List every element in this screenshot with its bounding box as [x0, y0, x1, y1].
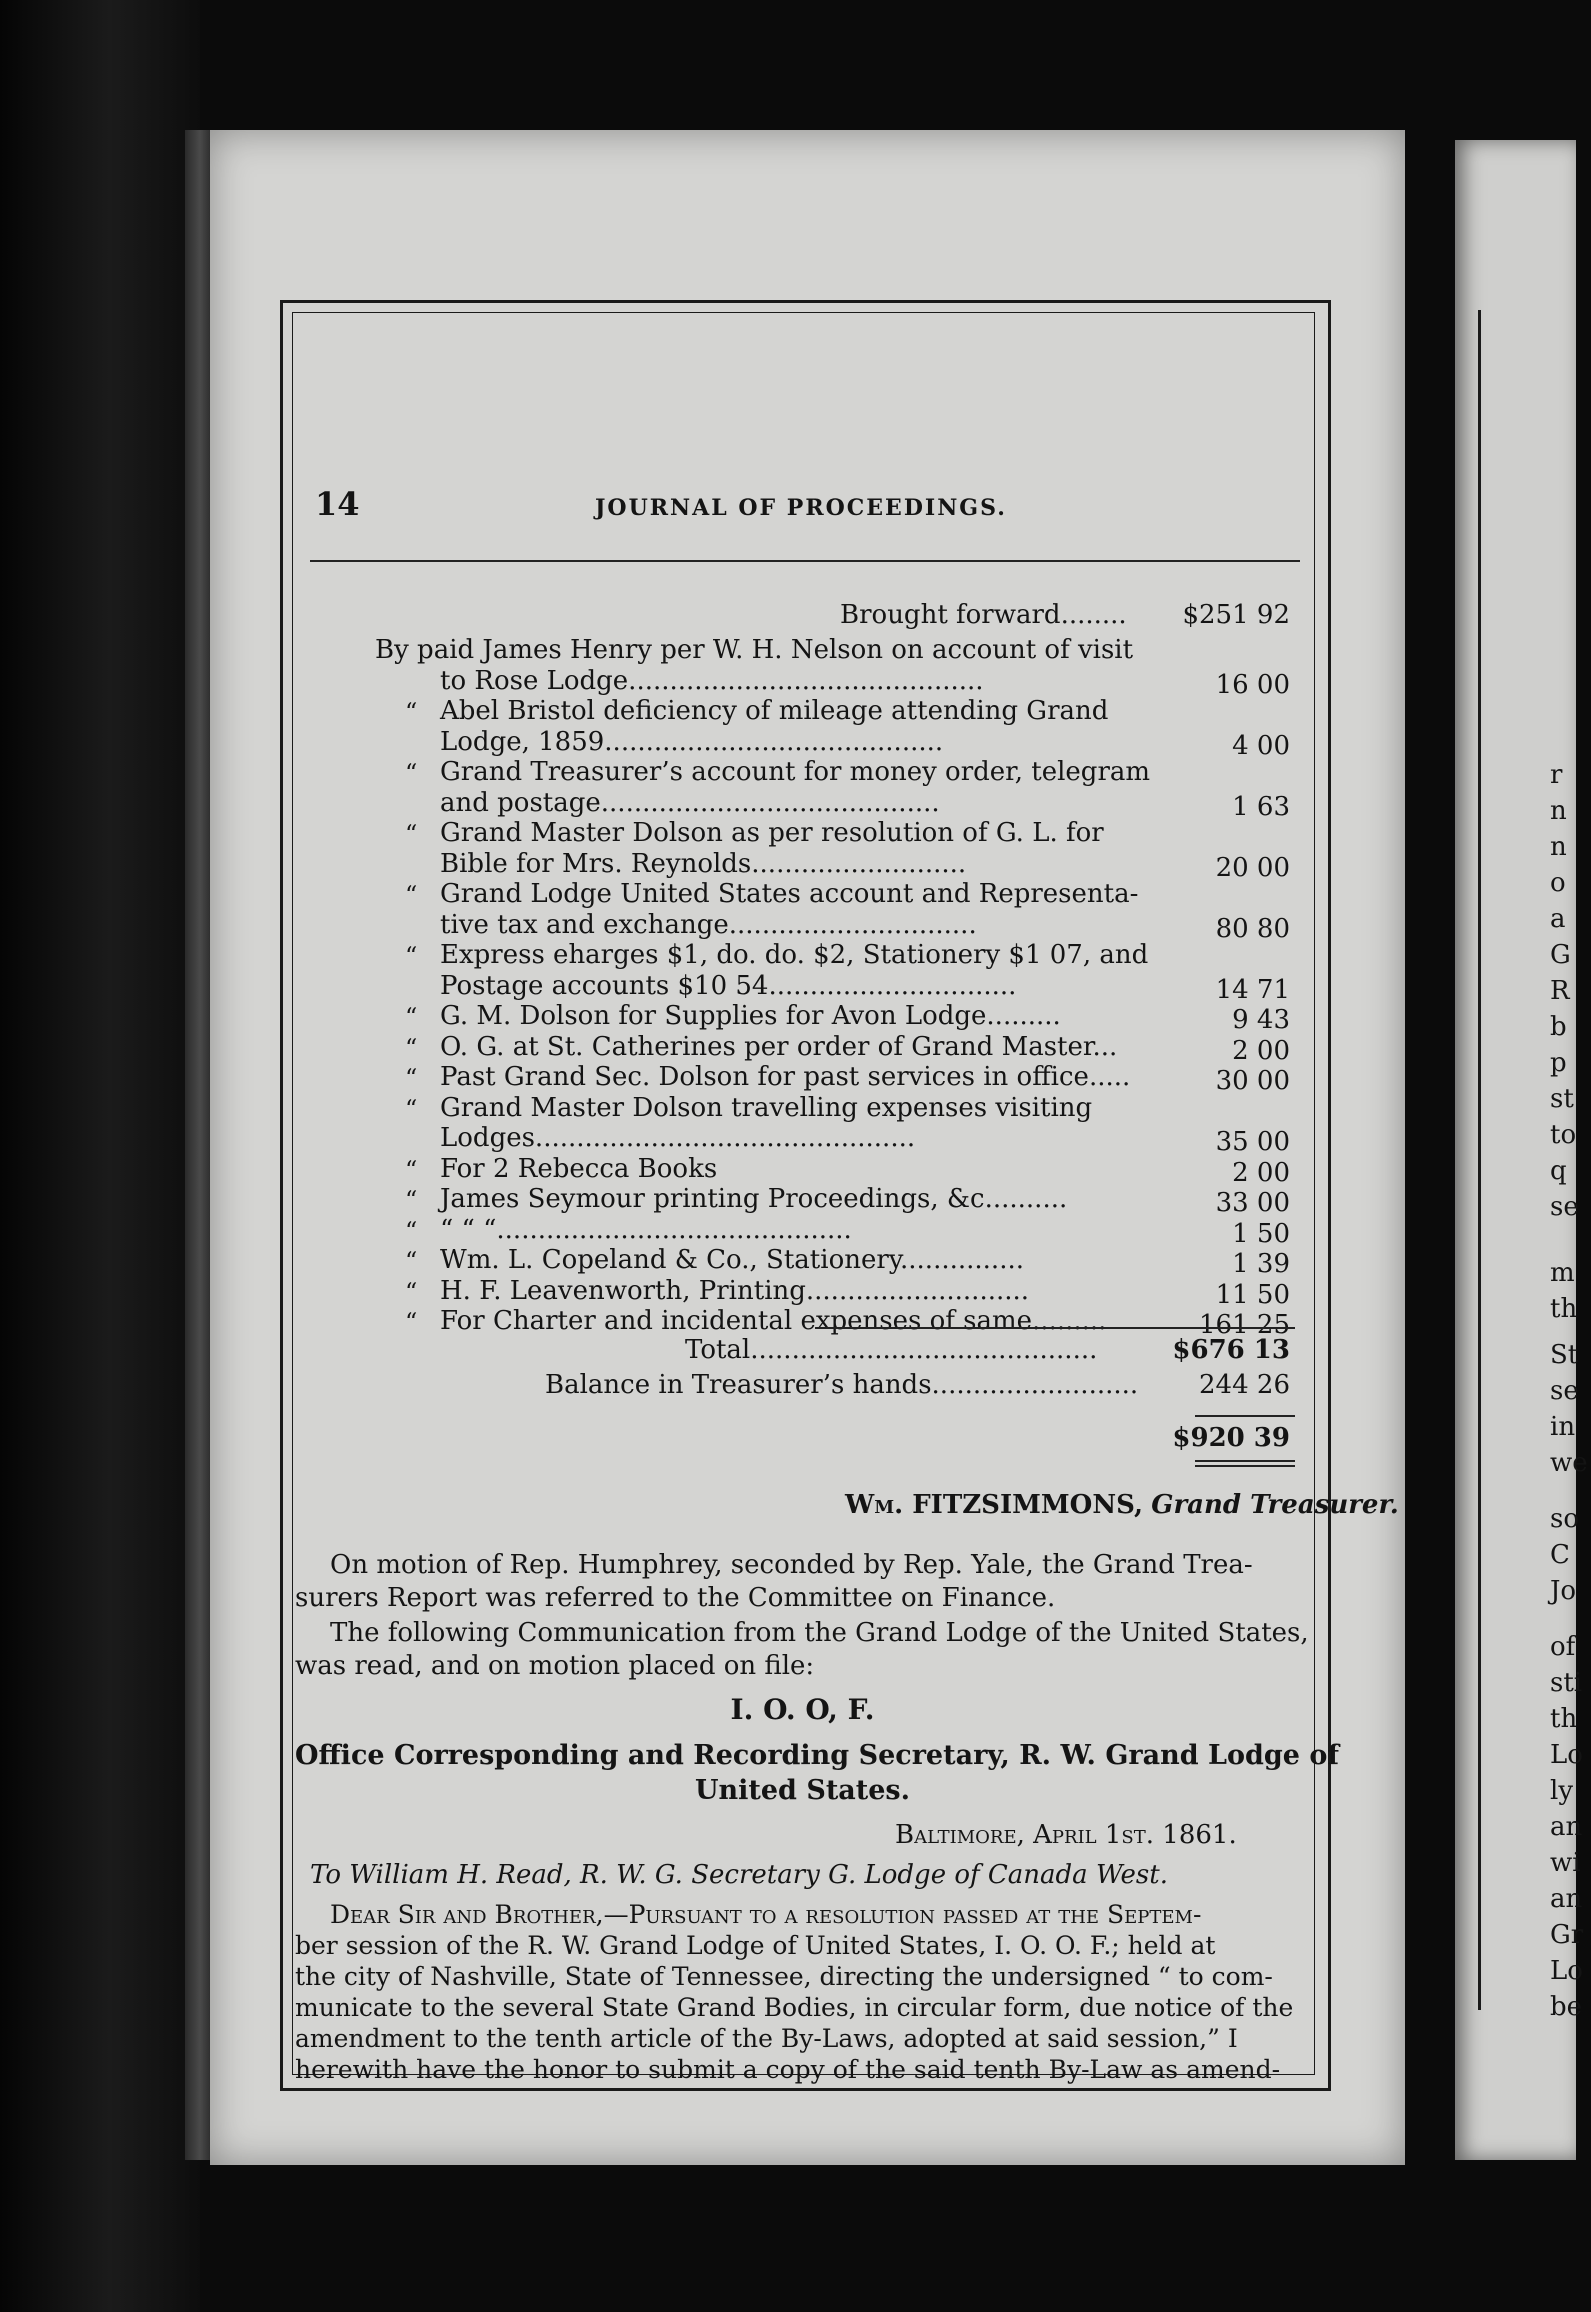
total-amount: $676 13 — [1172, 1335, 1290, 1365]
ledger-line: Lodge, 1859......................................... — [440, 726, 944, 757]
facing-page-fragment: n — [1550, 796, 1567, 826]
facing-page-fragment: sti — [1550, 1668, 1583, 1698]
facing-page-fragment: th — [1550, 1704, 1578, 1734]
facing-page-fragment: se — [1550, 1192, 1579, 1222]
ditto-mark: “ — [405, 1186, 418, 1214]
ditto-mark: “ — [405, 1277, 418, 1306]
ledger-line: By paid James Henry per W. H. Nelson on account of visit — [375, 635, 1134, 665]
balance-label: Balance in Treasurer’s hands......................... — [545, 1370, 1139, 1400]
ledger-line: Grand Master Dolson travelling expenses visiting — [440, 1092, 1093, 1123]
facing-page-fragment: of — [1550, 1632, 1576, 1662]
facing-page-fragment: we — [1550, 1448, 1588, 1478]
ledger-amount: 80 80 — [1215, 913, 1290, 944]
ditto-mark: “ — [405, 1033, 418, 1062]
facing-page-fragment: Jo — [1550, 1576, 1577, 1606]
ledger-amount: 14 71 — [1215, 974, 1290, 1005]
ledger-line: Wm. L. Copeland & Co., Stationery............... — [440, 1245, 1024, 1275]
ledger-line: and postage......................................... — [440, 787, 940, 818]
grand-total: $920 39 — [1172, 1423, 1290, 1453]
ditto-mark: “ — [405, 820, 418, 848]
ledger-amount: 35 00 — [1215, 1127, 1290, 1157]
facing-page-fragment: be — [1550, 1992, 1583, 2022]
office-heading-line-1: Office Corresponding and Recording Secretary, R. W. Grand Lodge of — [295, 1740, 1339, 1771]
ditto-mark: “ — [405, 1094, 418, 1123]
total-label: Total.......................................... — [685, 1335, 1098, 1365]
page-number: 14 — [315, 485, 360, 523]
communication-line-1: The following Communication from the Grand Lodge of the United States, — [330, 1618, 1309, 1648]
ledger-line: Grand Lodge United States account and Representa- — [440, 879, 1139, 909]
facing-page-fragment: th — [1550, 1294, 1578, 1324]
facing-page-fragment: G — [1550, 940, 1571, 970]
signature-title: Grand Treasurer. — [1151, 1490, 1399, 1520]
ledger-line: Bible for Mrs. Reynolds.......................... — [440, 848, 967, 879]
facing-page-fragment: wi — [1550, 1848, 1581, 1878]
ledger-amount: 2 00 — [1232, 1035, 1290, 1066]
ledger-line: Abel Bristol deficiency of mileage attending Grand — [440, 696, 1109, 726]
facing-page-fragment: an — [1550, 1812, 1583, 1842]
facing-page-fragment: Lo — [1550, 1740, 1583, 1770]
ledger-amount: 2 00 — [1232, 1157, 1290, 1188]
office-heading-line-2: United States. — [694, 1775, 911, 1806]
ledger-line: Past Grand Sec. Dolson for past services in office..... — [440, 1062, 1131, 1092]
communication-line-2: was read, and on motion placed on file: — [295, 1651, 815, 1681]
letter-line: herewith have the honor to submit a copy of the said tenth By-Law as amend- — [295, 2055, 1281, 2084]
order-heading: I. O. O, F. — [730, 1693, 875, 1726]
ledger-amount: 1 39 — [1232, 1249, 1290, 1279]
ledger-line: tive tax and exchange.............................. — [440, 909, 977, 940]
sum-rule-lower — [1195, 1460, 1295, 1462]
ditto-mark: “ — [405, 881, 418, 909]
brought-forward-label: Brought forward........ — [840, 600, 1127, 630]
facing-page-fragment: in — [1550, 1412, 1576, 1442]
facing-page-fragment: Lo — [1550, 1956, 1583, 1986]
header-rule — [310, 560, 1300, 562]
ledger-line: O. G. at St. Catherines per order of Grand Master... — [440, 1031, 1118, 1062]
ledger-line: “ “ “........................................... — [440, 1214, 852, 1245]
running-head: JOURNAL OF PROCEEDINGS. — [595, 495, 1007, 521]
ledger-line: For Charter and incidental expenses of same......... — [440, 1306, 1107, 1336]
ditto-mark: “ — [405, 1308, 418, 1336]
facing-page-fragment: to — [1550, 1120, 1577, 1150]
dateline: Baltimore, April 1st. 1861. — [895, 1820, 1237, 1850]
ditto-mark: “ — [405, 698, 418, 726]
ledger-amount: 11 50 — [1215, 1279, 1290, 1310]
letter-line: Dear Sir and Brother,—Pursuant to a resolution passed at the Septem- — [330, 1900, 1202, 1929]
total-rule — [815, 1327, 1295, 1329]
facing-page-fragment: so — [1550, 1504, 1579, 1534]
ledger-amount: 1 63 — [1232, 791, 1290, 822]
ledger-amount: 1 50 — [1232, 1218, 1290, 1249]
facing-page-fragment: st — [1550, 1084, 1574, 1114]
facing-page-fragment: r — [1550, 760, 1563, 790]
facing-page-fragment: a — [1550, 904, 1566, 934]
treasurer-signature — [845, 1490, 1399, 1520]
facing-page-fragment: an — [1550, 1884, 1583, 1914]
scanned-page — [210, 130, 1405, 2165]
ledger-line: to Rose Lodge........................................... — [440, 665, 984, 696]
ledger-line: For 2 Rebecca Books — [440, 1153, 718, 1184]
facing-page-fragment: b — [1550, 1012, 1567, 1042]
facing-page-fragment: St — [1550, 1340, 1579, 1370]
ledger-amount: 33 00 — [1215, 1188, 1290, 1218]
sum-rule-double — [1195, 1465, 1295, 1467]
ledger-line: Grand Master Dolson as per resolution of G. L. for — [440, 818, 1104, 848]
letter-line: the city of Nashville, State of Tennessee, directing the undersigned “ to com- — [295, 1962, 1273, 1991]
facing-page-fragment: o — [1550, 868, 1566, 898]
ledger-line: Postage accounts $10 54.............................. — [440, 970, 1017, 1001]
ditto-mark: “ — [405, 942, 418, 970]
ditto-mark: “ — [405, 1003, 418, 1031]
ditto-mark: “ — [405, 1247, 418, 1275]
balance-amount: 244 26 — [1199, 1370, 1290, 1400]
ledger-amount: 4 00 — [1232, 730, 1290, 761]
ditto-mark: “ — [405, 1155, 418, 1184]
ledger-line: Grand Treasurer’s account for money order, telegram — [440, 757, 1151, 787]
facing-page-fragment: R — [1550, 976, 1570, 1006]
motion-line-1: On motion of Rep. Humphrey, seconded by Rep. Yale, the Grand Trea- — [330, 1550, 1253, 1580]
facing-page-fragment: Gr — [1550, 1920, 1584, 1950]
brought-forward-amount: $251 92 — [1182, 600, 1290, 630]
ledger-amount: 30 00 — [1215, 1066, 1290, 1096]
ledger-line: Express eharges $1, do. do. $2, Stationery $1 07, and — [440, 940, 1149, 970]
ditto-mark: “ — [405, 1216, 418, 1245]
ledger-line: James Seymour printing Proceedings, &c.......... — [440, 1184, 1068, 1214]
facing-page-fragment: q — [1550, 1156, 1567, 1186]
letter-line: municate to the several State Grand Bodies, in circular form, due notice of the — [295, 1993, 1294, 2022]
book-spine — [0, 0, 200, 2312]
ledger-line: G. M. Dolson for Supplies for Avon Lodge......... — [440, 1001, 1061, 1031]
ditto-mark: “ — [405, 759, 418, 787]
ledger-line: H. F. Leavenworth, Printing........................... — [440, 1275, 1030, 1306]
facing-page-fragment: ly — [1550, 1776, 1574, 1806]
addressee: To William H. Read, R. W. G. Secretary G. Lodge of Canada West. — [310, 1860, 1168, 1890]
ledger-amount: 20 00 — [1215, 852, 1290, 883]
ledger-line: Lodges.............................................. — [440, 1123, 916, 1153]
sum-rule-upper — [1195, 1415, 1295, 1417]
letter-line: amendment to the tenth article of the By-Laws, adopted at said session,” I — [295, 2024, 1238, 2053]
page-content — [295, 315, 1399, 2084]
facing-page-fragment: p — [1550, 1048, 1567, 1078]
ledger-amount: 16 00 — [1215, 669, 1290, 700]
facing-page-fragment: C — [1550, 1540, 1570, 1570]
letter-line: ber session of the R. W. Grand Lodge of United States, I. O. O. F.; held at — [295, 1931, 1216, 1960]
ditto-mark: “ — [405, 1064, 418, 1092]
ledger-amount: 9 43 — [1232, 1005, 1290, 1035]
facing-page-fragment: se — [1550, 1376, 1579, 1406]
motion-line-2: surers Report was referred to the Committee on Finance. — [295, 1583, 1056, 1613]
facing-page-fragment: n — [1550, 832, 1567, 862]
signature-name: Wm. FITZSIMMONS, — [845, 1490, 1143, 1520]
ledger-amount: 161 25 — [1199, 1310, 1290, 1340]
facing-page-fragment: m — [1550, 1258, 1575, 1288]
